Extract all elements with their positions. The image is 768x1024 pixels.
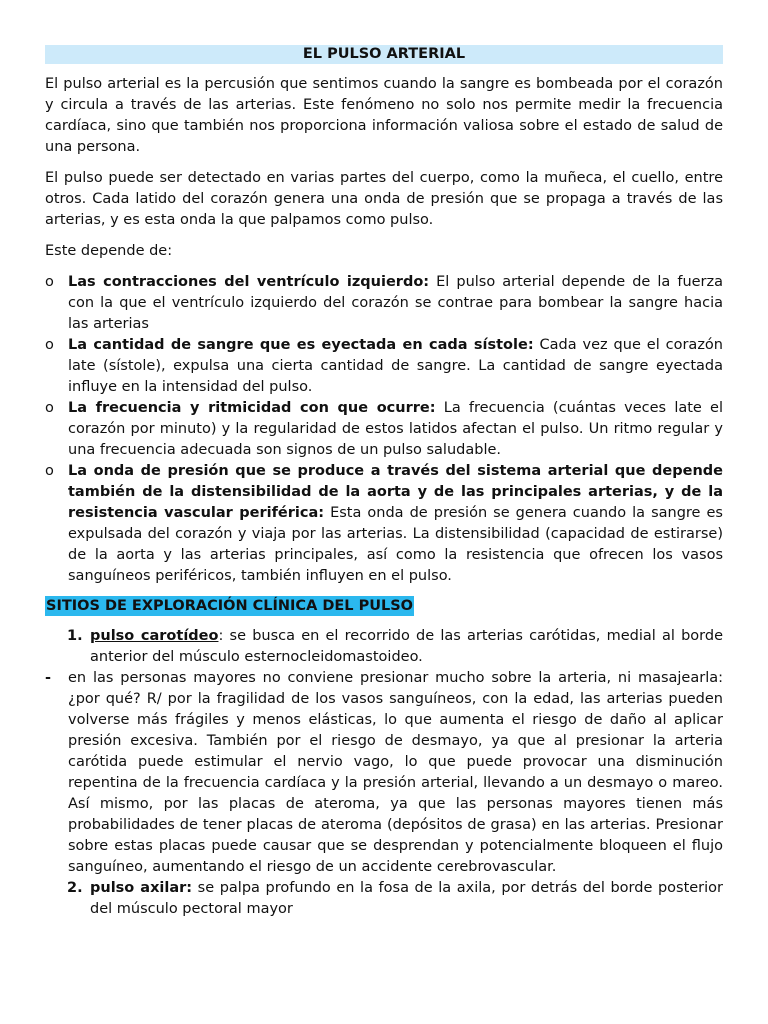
site-item-axillary xyxy=(45,878,723,920)
site-heading: pulso axilar: xyxy=(90,880,193,896)
document-page xyxy=(45,45,723,920)
dash-marker: - xyxy=(45,670,52,686)
intro-paragraph-2: El pulso puede ser detectado en varias partes del cuerpo, como la muñeca, el cuello, entre otros. Cada latido del corazón genera una onda de presión que se propaga a través de las arterias, y es esta onda la que palpamos como pulso. xyxy=(45,170,723,228)
bullet-marker: o xyxy=(45,400,54,416)
intro-paragraph-1: El pulso arterial es la percusión que sentimos cuando la sangre es bombeada por el corazón y circula a través de las arterias. Este fenómeno no solo nos permite medir la frecuencia cardíaca, sino que también nos proporciona información valiosa sobre el estado de salud de una persona. xyxy=(45,76,723,155)
site-note xyxy=(45,668,723,878)
bullet-marker: o xyxy=(45,274,54,290)
document-title: EL PULSO ARTERIAL xyxy=(45,45,723,64)
site-note-text: en las personas mayores no conviene presionar mucho sobre la arteria, ni masajearla: ¿por qué? R/ por la fragilidad de los vasos sanguíneos, con la edad, las arterias pueden volverse más frágiles y menos elásticas, lo que aumenta el riesgo de daño al aplicar presión excesiva. También por el riesgo de desmayo, ya que al presionar la arteria carótida puede estimular el nervio vago, lo que puede provocar una disminución repentina de la frecuencia cardíaca y la presión arterial, llevando a un desmayo o mareo. Así mismo, por las placas de ateroma, ya que las personas mayores tienen más probabilidades de tener placas de ateroma (depósitos de grasa) en las arterias. Presionar sobre estas placas puede causar que se desprendan y potencialmente bloqueen el flujo sanguíneo, aumentando el riesgo de un accidente cerebrovascular. xyxy=(68,670,723,875)
factor-text: Cada vez que el corazón late (sístole), expulsa una cierta cantidad de sangre. La cantidad de sangre eyectada influye en la intensidad del pulso. xyxy=(68,337,723,395)
factor-text: El pulso arterial depende de la fuerza con la que el ventrículo izquierdo del corazón se contrae para bombear la sangre hacia las arterias xyxy=(68,274,724,332)
site-heading: pulso carotídeo xyxy=(90,628,219,644)
factor-text: La frecuencia (cuántas veces late el corazón por minuto) y la regularidad de estos latidos afectan el pulso. Un ritmo regular y una frecuencia adecuada son signos de un pulso saludable. xyxy=(68,400,723,458)
section-heading: SITIOS DE EXPLORACIÓN CLÍNICA DEL PULSO xyxy=(46,598,413,614)
factor-item-frecuencia xyxy=(45,398,723,461)
list-number: 2. xyxy=(67,880,83,896)
intro-paragraph-3: Este depende de: xyxy=(45,243,173,259)
factor-heading: La onda de presión que se produce a través del sistema arterial que depende también de la distensibilidad de la aorta y de las principales arterias, y de la resistencia vascular periférica: xyxy=(68,463,723,521)
list-number: 1. xyxy=(67,628,83,644)
factor-item-onda xyxy=(45,461,723,587)
factors-list xyxy=(45,272,723,587)
factor-heading: La cantidad de sangre que es eyectada en cada sístole: xyxy=(68,337,534,353)
site-text: se palpa profundo en la fosa de la axila, por detrás del borde posterior del músculo pectoral mayor xyxy=(90,880,723,917)
bullet-marker: o xyxy=(45,337,54,353)
factor-heading: Las contracciones del ventrículo izquierdo: xyxy=(68,274,430,290)
bullet-marker: o xyxy=(45,463,54,479)
site-item-carotid xyxy=(45,626,723,668)
factor-heading: La frecuencia y ritmicidad con que ocurre: xyxy=(68,400,436,416)
site-text: : se busca en el recorrido de las arterias carótidas, medial al borde anterior del músculo esternocleidomastoideo. xyxy=(90,628,723,665)
factor-item-cantidad xyxy=(45,335,723,398)
sites-list xyxy=(45,626,723,920)
factor-item-contracciones xyxy=(45,272,723,335)
factor-text: Esta onda de presión se genera cuando la sangre es expulsada del corazón y viaja por las arterias. La distensibilidad (capacidad de estirarse) de la aorta y las arterias principales, así como la resistencia que ofrecen los vasos sanguíneos periféricos, también influyen en el pulso. xyxy=(68,505,723,584)
